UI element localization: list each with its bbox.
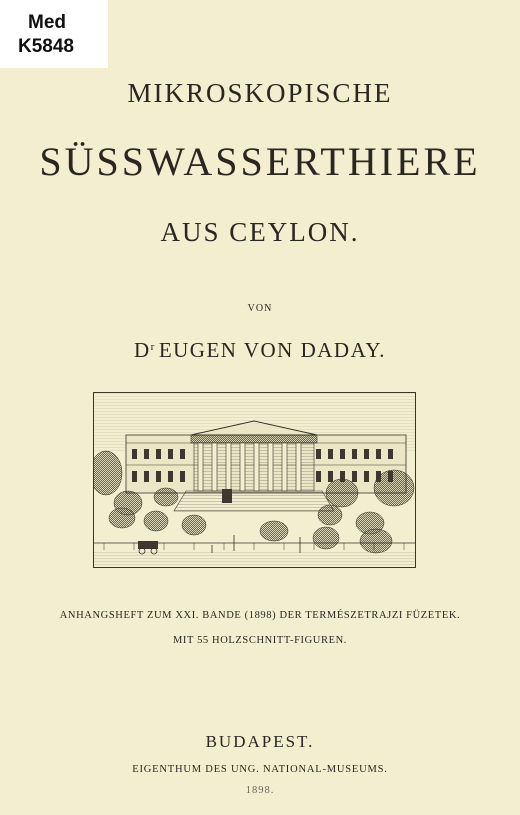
- title-line-1: MIKROSKOPISCHE: [127, 78, 393, 108]
- label-call-number: K5848: [18, 36, 74, 57]
- byline-von: VON: [247, 303, 273, 314]
- imprint-owner: EIGENTHUM DES UNG. NATIONAL-MUSEUMS.: [132, 764, 388, 775]
- title-line-2: SÜSSWASSERTHIERE: [39, 139, 481, 184]
- imprint-year: 1898.: [245, 785, 275, 796]
- imprint-city: BUDAPEST.: [205, 732, 315, 751]
- author-name: [0, 338, 520, 363]
- title-line-3: AUS CEYLON.: [160, 217, 360, 247]
- author-prefix: D: [133, 338, 151, 362]
- supplement-note: ANHANGSHEFT ZUM XXI. BANDE (1898) DER TERMÉSZETRAJZI FÜZETEK.: [59, 610, 461, 621]
- figures-note: MIT 55 HOLZSCHNITT-FIGUREN.: [173, 635, 347, 646]
- author-prefix-sup: r: [150, 341, 156, 353]
- author-full-name: EUGEN VON DADAY.: [158, 338, 387, 362]
- museum-building-engraving-icon: [93, 392, 416, 568]
- library-call-number-label: [0, 0, 108, 68]
- label-collection: Med: [28, 12, 66, 33]
